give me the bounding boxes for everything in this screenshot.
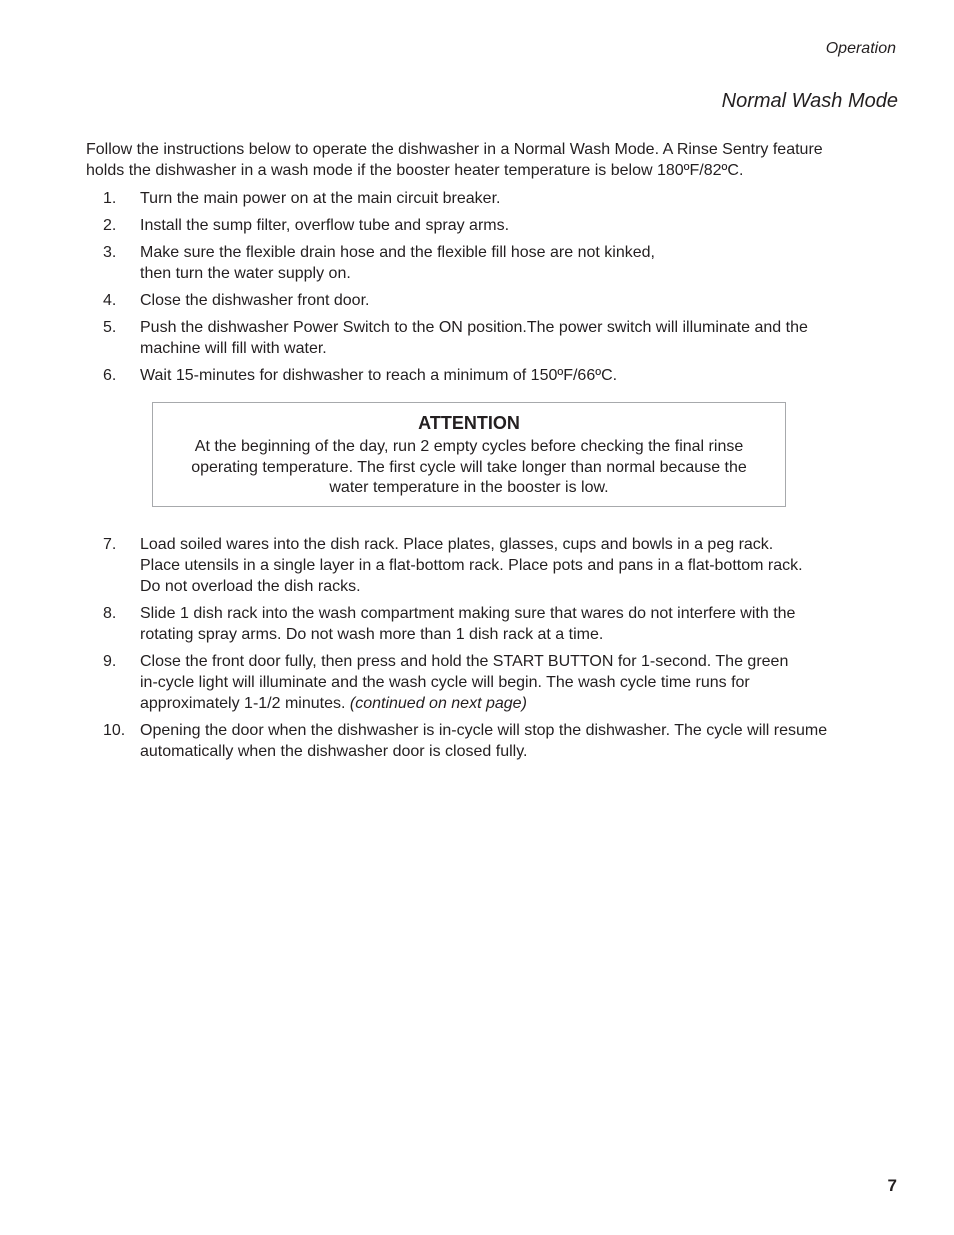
attention-line: At the beginning of the day, run 2 empty cycles before checking the final rinse bbox=[194, 438, 744, 455]
attention-box bbox=[152, 402, 786, 507]
step-number: 9. bbox=[103, 653, 117, 670]
step-text: Push the dishwasher Power Switch to the ON position.The power switch will illuminate and the bbox=[140, 319, 808, 336]
continued-note: (continued on next page) bbox=[349, 695, 527, 712]
intro-paragraph bbox=[86, 139, 896, 181]
steps-list-first bbox=[86, 188, 896, 392]
step-text: Close the dishwasher front door. bbox=[140, 292, 370, 309]
step-text: approximately 1-1/2 minutes. bbox=[140, 695, 350, 712]
step-text: rotating spray arms. Do not wash more than 1 dish rack at a time. bbox=[140, 626, 604, 643]
page-title: Normal Wash Mode bbox=[721, 90, 898, 112]
step-text: Place utensils in a single layer in a flat-bottom rack. Place pots and pans in a flat-bottom rack. bbox=[140, 557, 803, 574]
step-number: 1. bbox=[103, 190, 117, 207]
step-number: 4. bbox=[103, 292, 117, 309]
attention-title: ATTENTION bbox=[418, 413, 520, 433]
steps-list-second bbox=[86, 534, 896, 768]
step-text: then turn the water supply on. bbox=[140, 265, 351, 282]
step-text: Turn the main power on at the main circuit breaker. bbox=[140, 190, 501, 207]
list-item bbox=[86, 215, 896, 236]
step-text-last bbox=[140, 693, 896, 714]
step-text: Close the front door fully, then press and hold the START BUTTON for 1-second. The green bbox=[140, 653, 789, 670]
step-text: Wait 15-minutes for dishwasher to reach a minimum of 150ºF/66ºC. bbox=[140, 367, 618, 384]
list-item bbox=[86, 534, 896, 597]
list-item bbox=[86, 651, 896, 714]
step-number: 7. bbox=[103, 536, 117, 553]
step-number: 10. bbox=[103, 722, 126, 739]
list-item bbox=[86, 290, 896, 311]
step-text: automatically when the dishwasher door is closed fully. bbox=[140, 743, 528, 760]
page-number: 7 bbox=[887, 1176, 897, 1195]
section-label: Operation bbox=[825, 40, 896, 57]
list-item bbox=[86, 603, 896, 645]
step-text: in-cycle light will illuminate and the wash cycle will begin. The wash cycle time runs for bbox=[140, 674, 750, 691]
list-item bbox=[86, 720, 896, 762]
step-text: Slide 1 dish rack into the wash compartment making sure that wares do not interfere with the bbox=[140, 605, 796, 622]
step-number: 2. bbox=[103, 217, 117, 234]
step-text: Load soiled wares into the dish rack. Place plates, glasses, cups and bowls in a peg rack. bbox=[140, 536, 774, 553]
step-text: Install the sump filter, overflow tube and spray arms. bbox=[140, 217, 510, 234]
list-item bbox=[86, 242, 896, 284]
attention-line: operating temperature. The first cycle will take longer than normal because the bbox=[191, 458, 747, 476]
step-number: 6. bbox=[103, 367, 117, 384]
step-text: Do not overload the dish racks. bbox=[140, 578, 361, 595]
step-text: machine will fill with water. bbox=[140, 340, 327, 357]
step-number: 8. bbox=[103, 605, 117, 622]
step-number: 5. bbox=[103, 319, 117, 336]
step-number: 3. bbox=[103, 244, 117, 261]
attention-line: water temperature in the booster is low. bbox=[329, 479, 609, 496]
step-text: Opening the door when the dishwasher is in-cycle will stop the dishwasher. The cycle will resume bbox=[140, 722, 828, 739]
intro-line: holds the dishwasher in a wash mode if the booster heater temperature is below 180ºF/82ºC. bbox=[86, 162, 744, 179]
list-item bbox=[86, 365, 896, 386]
list-item bbox=[86, 317, 896, 359]
intro-line: Follow the instructions below to operate the dishwasher in a Normal Wash Mode. A Rinse Sentry feature bbox=[86, 141, 823, 158]
list-item bbox=[86, 188, 896, 209]
attention-body bbox=[153, 437, 785, 499]
step-text: Make sure the flexible drain hose and the flexible fill hose are not kinked, bbox=[140, 244, 655, 261]
